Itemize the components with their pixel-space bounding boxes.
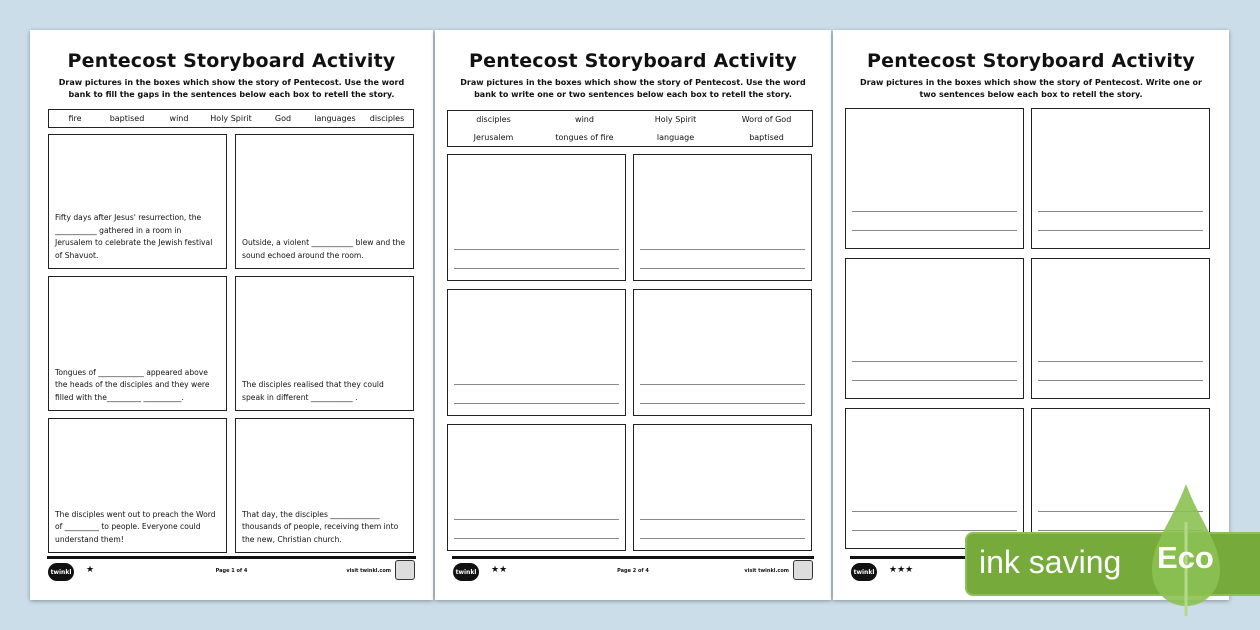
word-bank-item: disciples [369, 114, 405, 123]
writing-line [454, 384, 619, 385]
page-title: Pentecost Storyboard Activity [867, 50, 1195, 72]
writing-line [454, 249, 619, 250]
word-bank-item: God [274, 114, 292, 123]
storyboard-box [1031, 258, 1210, 399]
writing-line [640, 384, 805, 385]
writing-line [1038, 380, 1203, 381]
eco-label: Eco [1157, 540, 1214, 575]
storyboard-box [447, 154, 626, 281]
writing-line [1038, 211, 1203, 212]
twinkl-logo: twinkl [48, 563, 74, 581]
story-sentence: Outside, a violent ___________ blew and the sound echoed around the room. [242, 238, 406, 260]
writing-line [640, 249, 805, 250]
word-bank-item: fire [68, 114, 82, 123]
story-sentence: The disciples realised that they could speak in different ___________ . [242, 380, 384, 402]
writing-line [454, 403, 619, 404]
storyboard-box [447, 424, 626, 551]
story-sentence: That day, the disciples _____________ thousands of people, receiving them into the new, Christian church. [242, 509, 399, 544]
footer-divider [452, 556, 814, 559]
writing-line [454, 538, 619, 539]
instructions: Draw pictures in the boxes which show the story of Pentecost. Use the word bank to write one or two sentences below each box to retell the story. [460, 78, 806, 99]
writing-line [454, 268, 619, 269]
word-bank-item: disciples [476, 115, 511, 125]
word-bank [48, 109, 414, 128]
storyboard-box [633, 289, 812, 416]
twinkl-logo: twinkl [851, 563, 877, 581]
writing-line [454, 519, 619, 520]
word-bank-item: Jerusalem [473, 132, 514, 142]
writing-line [852, 530, 1017, 531]
storyboard-box [1031, 108, 1210, 249]
word-bank-item: language [656, 132, 695, 142]
instructions: Draw pictures in the boxes which show the story of Pentecost. Write one or two sentences below each box to retell the story. [860, 78, 1202, 99]
storyboard-box [235, 134, 414, 269]
page-title: Pentecost Storyboard Activity [469, 50, 797, 72]
story-sentence: Tongues of ____________ appeared above the heads of the disciples and they were filled with the_________ __________. [55, 367, 210, 402]
writing-line [1038, 361, 1203, 362]
footer-divider [47, 556, 416, 559]
worksheet-page-2 [435, 30, 831, 600]
writing-line [852, 380, 1017, 381]
storyboard-box [235, 276, 414, 411]
word-bank-item: wind [169, 114, 189, 123]
writing-line [640, 403, 805, 404]
writing-line [852, 230, 1017, 231]
storyboard-box [845, 408, 1024, 549]
storyboard-box [48, 134, 227, 269]
storyboard-box [48, 418, 227, 553]
difficulty-stars: ★★★ [889, 565, 914, 575]
page-number: Page 2 of 4 [617, 568, 649, 574]
writing-line [852, 511, 1017, 512]
page-number: Page 1 of 4 [215, 568, 248, 574]
word-bank-item: languages [314, 114, 356, 123]
word-bank-item: Holy Spirit [654, 115, 697, 125]
story-sentence: Fifty days after Jesus' resurrection, the ___________ gathered in a room in Jerusalem to celebrate the Jewish festival of Shavuot. [55, 213, 213, 260]
twinkl-logo: twinkl [453, 563, 479, 581]
word-bank-item: tongues of fire [555, 132, 614, 142]
storyboard-box [845, 108, 1024, 249]
writing-line [852, 211, 1017, 212]
storyboard-box [235, 418, 414, 553]
writing-line [1038, 230, 1203, 231]
visit-link: visit twinkl.com [744, 568, 789, 574]
difficulty-stars: ★ [86, 565, 95, 575]
writing-line [640, 519, 805, 520]
instructions: Draw pictures in the boxes which show the story of Pentecost. Use the word bank to fill the gaps in the sentences below each box to retell the story. [58, 78, 405, 99]
writing-line [640, 268, 805, 269]
page-title: Pentecost Storyboard Activity [67, 50, 396, 72]
story-sentence: The disciples went out to preach the Word of _________ to people. Everyone could understand them! [55, 509, 216, 544]
visit-link: visit twinkl.com [346, 568, 391, 574]
word-bank [447, 110, 813, 147]
quality-badge-icon [793, 560, 813, 580]
word-bank-item: baptised [109, 114, 145, 123]
storyboard-box [447, 289, 626, 416]
word-bank-item: baptised [749, 132, 784, 142]
word-bank-item: Word of God [741, 115, 792, 125]
worksheet-page-1 [30, 30, 433, 600]
writing-line [640, 538, 805, 539]
storyboard-box [845, 258, 1024, 399]
writing-line [852, 361, 1017, 362]
word-bank-item: Holy Spirit [210, 114, 252, 123]
difficulty-stars: ★★ [491, 565, 508, 575]
storyboard-box [633, 424, 812, 551]
word-bank-item: wind [575, 115, 594, 125]
ink-saving-label: ink saving [979, 544, 1122, 580]
storyboard-box [633, 154, 812, 281]
storyboard-box [48, 276, 227, 411]
quality-badge-icon [395, 560, 415, 580]
